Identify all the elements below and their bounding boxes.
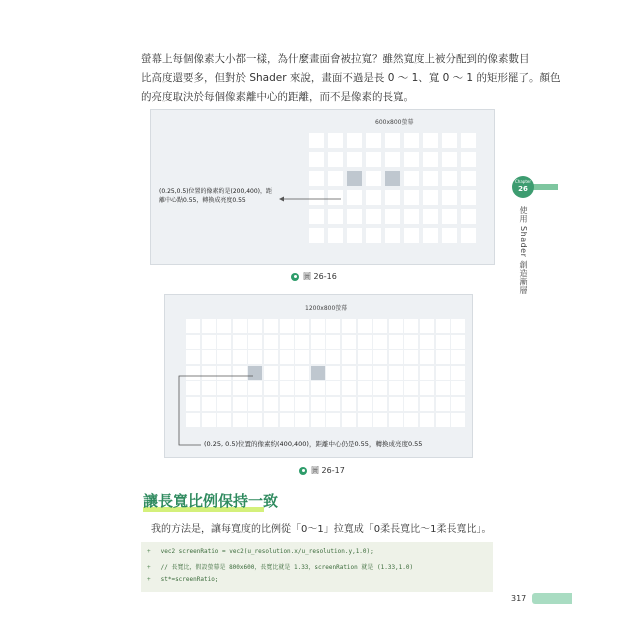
caption-text: 圖 26-16: [303, 272, 337, 281]
pixel-cell: [389, 350, 403, 364]
pixel-cell: [217, 319, 231, 333]
pixel-cell: [342, 319, 356, 333]
pixel-cell: [358, 397, 372, 411]
pixel-cell: [264, 381, 278, 395]
pixel-cell: [404, 397, 418, 411]
pixel-cell: [202, 335, 216, 349]
pixel-cell: [442, 152, 457, 167]
code-text: // 長寬比，假設螢幕是 800x600，長寬比就是 1.33，screenRation 就是 (1.33,1.0): [160, 564, 414, 571]
pixel-cell: [264, 319, 278, 333]
pixel-cell: [264, 413, 278, 427]
pixel-cell: [420, 381, 434, 395]
pixel-cell: [404, 152, 419, 167]
intro-paragraph: [141, 50, 561, 107]
pixel-cell: [280, 397, 294, 411]
pixel-cell: [264, 397, 278, 411]
code-text: vec2 screenRatio = vec2(u_resolution.x/u_resolution.y,1.0);: [160, 548, 374, 555]
pixel-cell: [264, 335, 278, 349]
pixel-cell: [436, 335, 450, 349]
figure-note: [159, 187, 274, 205]
pixel-cell: [423, 228, 438, 243]
figure-title: 1200x800螢幕: [305, 305, 348, 312]
pixel-cell: [461, 228, 476, 243]
pixel-cell: [326, 366, 340, 380]
pixel-cell: [404, 209, 419, 224]
paragraph-line: 比高度還要多，但對於 Shader 來說，畫面不過是長 0 ～ 1、寬 0 ～ 1 的矩形罷了。顏色: [141, 72, 561, 84]
pixel-cell: [311, 397, 325, 411]
pixel-cell: [342, 397, 356, 411]
pixel-cell: [373, 381, 387, 395]
figure-26-17: [164, 294, 473, 458]
pixel-cell: [373, 397, 387, 411]
pixel-cell: [326, 319, 340, 333]
pixel-cell: [186, 319, 200, 333]
pixel-cell: [461, 190, 476, 205]
pixel-cell: [328, 228, 343, 243]
diff-marker: +: [147, 576, 151, 583]
pixel-cell: [451, 319, 465, 333]
pixel-cell: [373, 350, 387, 364]
pixel-cell: [233, 350, 247, 364]
caption-text: 圖 26-17: [311, 466, 345, 475]
pixel-cell: [436, 350, 450, 364]
pixel-cell: [366, 228, 381, 243]
pixel-cell: [295, 319, 309, 333]
pixel-cell: [342, 335, 356, 349]
code-line: [147, 562, 413, 571]
code-line: [147, 576, 218, 583]
pixel-cell: [404, 335, 418, 349]
pixel-cell: [404, 350, 418, 364]
arrow-pointer: [279, 194, 343, 204]
pixel-cell: [311, 335, 325, 349]
pixel-cell: [423, 152, 438, 167]
pixel-cell: [461, 209, 476, 224]
pixel-cell: [295, 366, 309, 380]
pixel-cell: [366, 209, 381, 224]
pixel-cell: [358, 381, 372, 395]
pixel-cell: [309, 209, 324, 224]
pixel-cell: [280, 366, 294, 380]
pixel-cell: [347, 152, 362, 167]
pixel-cell: [295, 335, 309, 349]
pixel-cell: [442, 133, 457, 148]
pixel-cell: [309, 152, 324, 167]
pixel-cell: [404, 228, 419, 243]
pixel-cell: [451, 397, 465, 411]
chapter-tab: [512, 176, 558, 196]
figure-title: 600x800螢幕: [375, 119, 414, 126]
pixel-cell: [423, 133, 438, 148]
pixel-cell: [217, 335, 231, 349]
pixel-cell: [280, 413, 294, 427]
paragraph-line: 螢幕上每個像素大小都一樣，為什麼畫面會被拉寬？雖然寬度上被分配到的像素數目: [141, 53, 530, 65]
pixel-cell: [366, 133, 381, 148]
chapter-number: 26: [518, 185, 528, 193]
pixel-cell: [342, 413, 356, 427]
connector-line: [177, 367, 257, 447]
pixel-cell: [385, 209, 400, 224]
pixel-cell: [373, 319, 387, 333]
paragraph-line: 的亮度取決於每個像素離中心的距離，而不是像素的長寬。: [141, 91, 414, 103]
pixel-cell: [326, 397, 340, 411]
pixel-cell: [451, 381, 465, 395]
pixel-cell: [436, 397, 450, 411]
pixel-cell: [347, 228, 362, 243]
pixel-cell: [373, 413, 387, 427]
pixel-cell: [404, 366, 418, 380]
pixel-cell: [328, 171, 343, 186]
pixel-cell: [366, 152, 381, 167]
pixel-cell: [311, 413, 325, 427]
pixel-cell: [420, 350, 434, 364]
pixel-cell: [373, 366, 387, 380]
pixel-cell: [451, 413, 465, 427]
pixel-cell: [389, 381, 403, 395]
pixel-cell: [248, 335, 262, 349]
pixel-cell: [264, 366, 278, 380]
pixel-cell: [295, 350, 309, 364]
pixel-cell: [373, 335, 387, 349]
pixel-cell: [328, 133, 343, 148]
pixel-cell: [385, 228, 400, 243]
pixel-cell: [358, 319, 372, 333]
pixel-cell: [442, 171, 457, 186]
pixel-cell: [358, 335, 372, 349]
pixel-cell: [423, 190, 438, 205]
section-paragraph: 我的方法是，讓每寬度的比例從「0～1」拉寬成「0柔長寬比～1柔長寬比」。: [151, 524, 492, 535]
pixel-cell: [202, 350, 216, 364]
pixel-cell: [326, 350, 340, 364]
chapter-label: Chapter: [515, 179, 531, 184]
pixel-cell: [423, 171, 438, 186]
pixel-cell: [436, 381, 450, 395]
pixel-cell: [389, 319, 403, 333]
pixel-cell: [326, 413, 340, 427]
pixel-cell: [311, 366, 325, 380]
pixel-cell: [451, 366, 465, 380]
pixel-cell: [420, 366, 434, 380]
pixel-cell: [326, 381, 340, 395]
pixel-cell: [248, 350, 262, 364]
pixel-cell: [248, 319, 262, 333]
pixel-cell: [420, 319, 434, 333]
pixel-cell: [309, 133, 324, 148]
figure-26-16: [150, 109, 495, 265]
pixel-cell: [358, 413, 372, 427]
figure-note-line: (0.25,0.5)位置的像素約是(200,400)，距: [159, 188, 272, 195]
pixel-cell: [358, 366, 372, 380]
figure-caption: [299, 465, 345, 476]
pixel-cell: [186, 335, 200, 349]
pixel-cell: [385, 190, 400, 205]
pixel-cell: [311, 381, 325, 395]
pixel-cell: [280, 350, 294, 364]
pixel-cell: [385, 133, 400, 148]
pixel-cell: [461, 171, 476, 186]
pixel-cell: [451, 350, 465, 364]
chapter-badge: [512, 176, 534, 198]
pixel-cell: [385, 171, 400, 186]
pixel-cell: [280, 319, 294, 333]
page-number: 317: [511, 594, 527, 603]
pixel-cell: [404, 381, 418, 395]
pixel-cell: [342, 366, 356, 380]
pixel-cell: [404, 133, 419, 148]
pixel-cell: [404, 319, 418, 333]
pixel-cell: [342, 350, 356, 364]
pixel-cell: [404, 190, 419, 205]
figure-note: (0.25, 0.5)位置的像素約(400,400)，距離中心仍是0.55，轉換成亮度0.55: [204, 440, 423, 448]
section-heading: 讓長寬比例保持一致: [143, 492, 279, 510]
pixel-cell: [280, 381, 294, 395]
pixel-cell: [404, 413, 418, 427]
pixel-cell: [233, 319, 247, 333]
pixel-cell: [347, 133, 362, 148]
pixel-cell: [461, 152, 476, 167]
pixel-cell: [423, 209, 438, 224]
pixel-cell: [347, 171, 362, 186]
pixel-cell: [347, 190, 362, 205]
pixel-cell: [436, 413, 450, 427]
pixel-cell: [404, 171, 419, 186]
code-block: [141, 542, 493, 592]
pixel-cell: [442, 190, 457, 205]
pixel-cell: [385, 152, 400, 167]
pixel-cell: [202, 319, 216, 333]
pixel-cell: [389, 413, 403, 427]
pixel-cell: [280, 335, 294, 349]
pixel-cell: [264, 350, 278, 364]
pixel-cell: [442, 209, 457, 224]
pixel-cell: [311, 350, 325, 364]
pixel-cell: [295, 413, 309, 427]
pixel-cell: [342, 381, 356, 395]
figure-caption: [291, 271, 337, 282]
figure-icon: [299, 467, 307, 475]
pixel-grid: [309, 133, 476, 243]
pixel-cell: [461, 133, 476, 148]
pixel-cell: [389, 366, 403, 380]
pixel-cell: [347, 209, 362, 224]
pixel-cell: [420, 413, 434, 427]
pixel-cell: [295, 397, 309, 411]
pixel-cell: [436, 366, 450, 380]
pixel-cell: [295, 381, 309, 395]
pixel-cell: [420, 335, 434, 349]
code-text: st*=screenRatio;: [160, 576, 219, 583]
pixel-cell: [328, 152, 343, 167]
pixel-cell: [186, 350, 200, 364]
pixel-cell: [420, 397, 434, 411]
pixel-cell: [451, 335, 465, 349]
pixel-cell: [309, 171, 324, 186]
chapter-title: 使用 Shader 創造漸層: [519, 206, 528, 295]
figure-icon: [291, 273, 299, 281]
pixel-cell: [366, 171, 381, 186]
pixel-cell: [442, 228, 457, 243]
pixel-cell: [328, 209, 343, 224]
diff-marker: +: [147, 548, 151, 555]
pixel-cell: [309, 228, 324, 243]
pixel-cell: [233, 335, 247, 349]
diff-marker: +: [147, 564, 151, 571]
page-tab: [532, 593, 572, 604]
pixel-cell: [311, 319, 325, 333]
pixel-cell: [389, 397, 403, 411]
pixel-cell: [358, 350, 372, 364]
pixel-cell: [389, 335, 403, 349]
figure-note-line: 離中心點0.55，轉換成亮度0.55: [159, 197, 246, 204]
pixel-cell: [326, 335, 340, 349]
pixel-cell: [436, 319, 450, 333]
pixel-cell: [366, 190, 381, 205]
code-line: [147, 548, 374, 555]
pixel-cell: [217, 350, 231, 364]
